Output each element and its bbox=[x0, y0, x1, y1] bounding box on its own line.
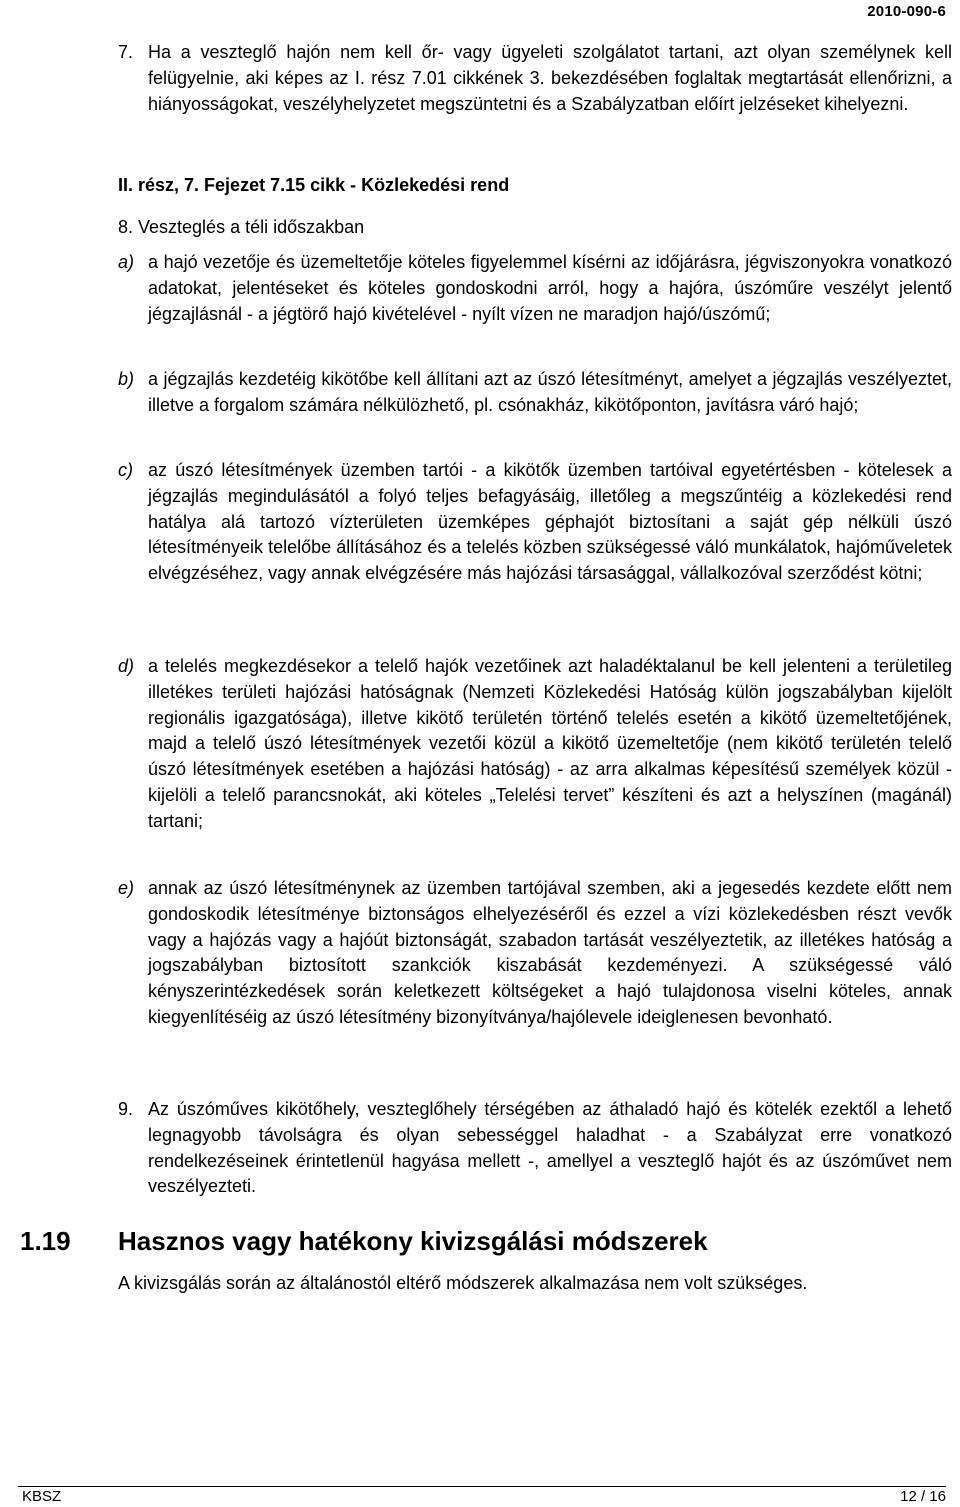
paragraph-7 bbox=[118, 40, 952, 117]
paragraph-number: 7. bbox=[118, 42, 134, 62]
page-number: 12 / 16 bbox=[900, 1488, 946, 1505]
paragraph-text: Az úszóműves kikötőhely, veszteglőhely térségében az áthaladó hajó és kötelék ezektől a lehető legnagyobb távolságra és olyan sebességgel haladhat - a Szabályzat erre vonatkozó rendelkezéseinek érintetlenül hagyása mellett -, amellyel a veszteglő hajót és az úszóművet nem veszélyezteti. bbox=[148, 1099, 952, 1197]
list-item-label: e) bbox=[118, 878, 135, 898]
paragraph-text: Ha a veszteglő hajón nem kell őr- vagy ügyeleti szolgálatot tartani, azt olyan személynek kell felügyelnie, aki képes az I. rész 7.01 cikkének 3. bekezdésében foglaltak megtartását ellenőrizni, a hiányosságokat, veszélyhelyzetet megszüntetni és a Szabályzatban előírt jelzéseket kihelyezni. bbox=[148, 42, 952, 114]
paragraph-number: 9. bbox=[118, 1099, 134, 1119]
list-item-text: annak az úszó létesítménynek az üzemben tartójával szemben, aki a jegesedés kezdete előtt nem gondoskodik létesítménye biztonságos elhelyezéséről és ezzel a vízi közlekedésben részt vevők vagy a hajózás vagy a hajóút biztonságát, szabadon tartását veszélyeztetik, az illetékes hatóság a jogszabályban biztosított szankciók kiszabását kezdeményezi. A szükségessé váló kényszerintézkedések során keletkezett költségeket a hajó tulajdonosa viselni köteles, annak kiegyenlítéséig az úszó létesítmény bizonyítványa/hajólevele ideiglenesen bevonható. bbox=[148, 878, 952, 1027]
section-number: 1.19 bbox=[20, 1226, 71, 1256]
list-item-e bbox=[118, 876, 952, 1031]
list-item-text: a jégzajlás kezdetéig kikötőbe kell állítani azt az úszó létesítményt, amelyet a jégzajlás veszélyeztet, illetve a forgalom számára nélkülözhető, pl. csónakház, kikötőponton, javításra váró hajó; bbox=[148, 369, 952, 415]
list-item-d bbox=[118, 654, 952, 835]
section-title: Hasznos vagy hatékony kivizsgálási módszerek bbox=[118, 1226, 708, 1256]
list-item-label: b) bbox=[118, 369, 135, 389]
document-code: 2010-090-6 bbox=[867, 3, 946, 20]
chapter-title: II. rész, 7. Fejezet 7.15 cikk - Közlekedési rend bbox=[118, 175, 510, 195]
list-item-c bbox=[118, 458, 952, 587]
list-item-text: a hajó vezetője és üzemeltetője köteles figyelemmel kísérni az időjárásra, jégviszonyokra vonatkozó adatokat, jelentéseket és köteles gondoskodni arról, hogy a hajóra, úszóműre veszélyt jelentő jégzajlásnál - a jégtörő hajó kivételével - nyílt vízen ne maradjon hajó/úszómű; bbox=[148, 252, 952, 324]
footer-divider bbox=[18, 1486, 946, 1487]
list-item-text: az úszó létesítmények üzemben tartói - a kikötők üzemben tartóival egyetértésben - kötelesek a jégzajlás megindulásától a folyó teljes befagyásáig, illetőleg a megszűntéig a közlekedési rend hatálya alá tartozó vízterületen üzemképes géphajót biztosítani a saját gép nélküli úszó létesítményeik telelőbe állításához és a telelés közben szükségessé váló munkálatok, hajóműveletek elvégzéséhez, vagy annak elvégzésére más hajózási társasággal, vállalkozóval szerződést kötni; bbox=[148, 460, 952, 584]
list-item-label: a) bbox=[118, 252, 135, 272]
section-body bbox=[118, 1271, 952, 1297]
subsection-title: 8. Veszteglés a téli időszakban bbox=[118, 217, 365, 237]
list-item-text: a telelés megkezdésekor a telelő hajók vezetőinek azt haladéktalanul be kell jelenteni a területileg illetékes területi hajózási hatóságnak (Nemzeti Közlekedési Hatóság külön jogszabályban kijelölt regionális igazgatósága), illetve kikötő területén történő telelés esetén a kikötő üzemeltetőjének, majd a telelő úszó létesítmények vezetői közül a kikötő üzemeltetője (nem kikötő területén telelő úszó létesítmények esetében a hajózási hatóság) - az arra alkalmas képesítésű személyek közül - kijelöli a telelő parancsnokát, aki köteles „Telelési tervet” készíteni és azt a helyszínen (magánál) tartani; bbox=[148, 656, 952, 831]
list-item-label: d) bbox=[118, 656, 135, 676]
footer-organization: KBSZ bbox=[22, 1488, 62, 1505]
list-item-b bbox=[118, 367, 952, 419]
paragraph-9 bbox=[118, 1097, 952, 1200]
section-heading bbox=[20, 1226, 708, 1257]
list-item-label: c) bbox=[118, 460, 133, 480]
section-body-text: A kivizsgálás során az általánostól eltérő módszerek alkalmazása nem volt szükséges. bbox=[118, 1273, 808, 1293]
list-item-a bbox=[118, 250, 952, 327]
